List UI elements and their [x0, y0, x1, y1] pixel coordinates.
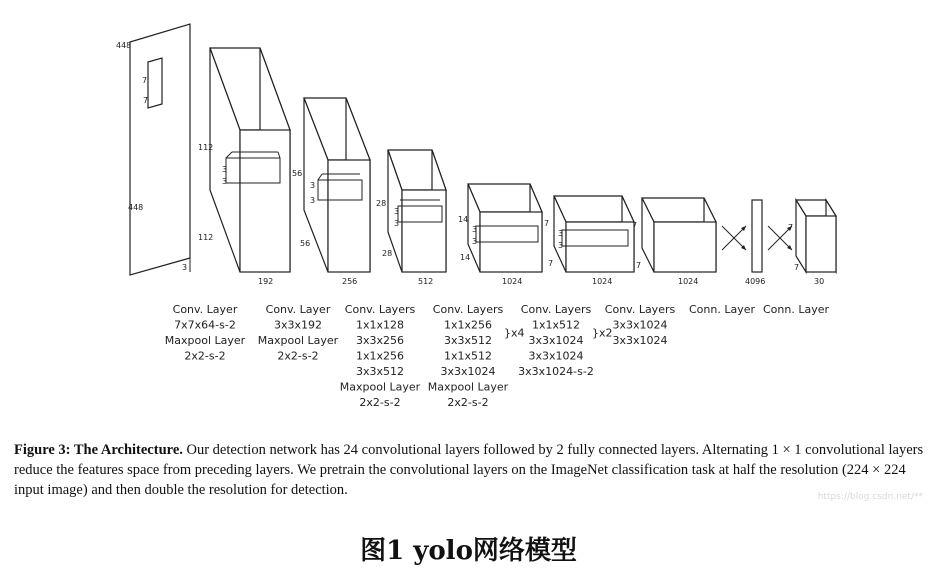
- out-dim-w-label: 7: [794, 263, 800, 272]
- layer-group-2-line-2: 3x3x192: [273, 318, 323, 332]
- layer-group-4-line-6: Maxpool Layer: [427, 380, 509, 394]
- b1-kernel-b-label: 3: [222, 177, 228, 186]
- layer-group-3: [340, 303, 421, 409]
- b4-depth-label: 1024: [502, 277, 523, 286]
- layer-group-8-line-1: Conn. Layer: [762, 303, 830, 316]
- layer-group-5-line-4: 3x3x1024: [528, 349, 584, 363]
- b4-kernel-a-label: 3: [472, 225, 478, 234]
- caption-text: Our detection network has 24 convolutional layers followed by 2 fully connected layers. Alternating 1 × 1 convolutional layers reduce the features space from preceding layers. We pretrain the convolutional layers on the ImageNet classification task at half the resolution (224 × 224 input image) and then double the resolution for detection.: [14, 442, 924, 498]
- b2-dim-h-label: 56: [292, 169, 303, 178]
- conv-block-5: [544, 196, 634, 286]
- b1-dim-w-label: 112: [198, 233, 214, 242]
- input-height-label: 448: [116, 41, 132, 50]
- b6-dim-w-label: 7: [636, 261, 642, 270]
- b6-dim-h-label: 7: [632, 221, 638, 230]
- layer-group-2-line-4: 2x2-s-2: [277, 349, 319, 363]
- layer-group-8: [763, 303, 829, 316]
- layer-group-3-line-5: 3x3x512: [355, 365, 405, 378]
- out-dim-h-label: 7: [788, 223, 794, 232]
- layer-group-3-line-2: 1x1x128: [355, 318, 405, 332]
- layer-group-7: [689, 303, 755, 316]
- layer-group-1: [165, 303, 246, 363]
- layer-group-4-line-3: 3x3x512: [443, 334, 493, 347]
- layer-group-6-line-3: 3x3x1024: [612, 334, 668, 347]
- input-kernel-h-label: 7: [142, 76, 148, 85]
- b3-kernel-a-label: 3: [394, 207, 400, 216]
- b4-kernel-b-label: 3: [472, 237, 478, 246]
- layer-group-1-line-4: 2x2-s-2: [184, 349, 226, 363]
- layer-group-3-line-3: 3x3x256: [355, 334, 405, 347]
- layer-group-7-line-1: Conn. Layer: [688, 303, 756, 316]
- input-depth-label: 3: [182, 263, 188, 272]
- b2-dim-w-label: 56: [300, 239, 311, 248]
- layer-group-4-line-2: 1x1x256: [443, 318, 493, 332]
- caption-label: Figure 3: The Architecture.: [14, 442, 183, 458]
- layer-group-6-line-1: Conv. Layers: [604, 303, 676, 316]
- layer-group-3-line-4: 1x1x256: [355, 349, 405, 363]
- conv-block-2: [292, 98, 370, 286]
- b2-kernel-a-label: 3: [310, 181, 316, 190]
- layer-group-4: [428, 303, 525, 409]
- conv-block-6: [632, 198, 716, 286]
- layer-group-5-repeat: }x2: [592, 326, 613, 340]
- layer-group-5-line-3: 3x3x1024: [528, 334, 584, 347]
- b1-depth-label: 192: [258, 277, 274, 286]
- input-kernel-w-label: 7: [143, 96, 149, 105]
- layer-group-1-line-2: 7x7x64-s-2: [174, 318, 236, 332]
- conv-block-1: [198, 48, 290, 286]
- conv-block-3: [376, 150, 446, 286]
- watermark: https://blog.csdn.net/**: [817, 492, 923, 502]
- b5-depth-label: 1024: [592, 277, 613, 286]
- layer-group-3-line-7: 2x2-s-2: [359, 396, 401, 409]
- b5-kernel-a-label: 3: [558, 229, 564, 238]
- layer-group-1-line-1: Conv. Layer: [172, 303, 238, 316]
- b2-kernel-b-label: 3: [310, 196, 316, 205]
- fc1-depth-label: 4096: [745, 277, 766, 286]
- layer-group-1-line-3: Maxpool Layer: [164, 334, 246, 347]
- b6-depth-label: 1024: [678, 277, 699, 286]
- layer-group-2-line-3: Maxpool Layer: [257, 334, 339, 347]
- b4-dim-h-label: 14: [458, 215, 469, 224]
- input-image: [116, 24, 190, 275]
- layer-group-4-line-7: 2x2-s-2: [447, 396, 489, 409]
- b4-dim-w-label: 14: [460, 253, 471, 262]
- layer-descriptions: [165, 303, 830, 409]
- layer-group-5-line-2: 1x1x512: [531, 318, 581, 332]
- layer-group-5: [518, 303, 612, 378]
- layer-group-6: [605, 303, 676, 347]
- layer-group-4-repeat: }x4: [504, 326, 525, 340]
- b1-kernel-a-label: 3: [222, 165, 228, 174]
- b3-kernel-b-label: 3: [394, 219, 400, 228]
- figure-caption: [14, 440, 926, 500]
- layer-group-4-line-1: Conv. Layers: [432, 303, 504, 316]
- layer-group-3-line-1: Conv. Layers: [344, 303, 416, 316]
- layer-group-2: [258, 303, 339, 363]
- output-tensor: [788, 200, 836, 286]
- figure-title: 图1 yolo网络模型: [360, 536, 577, 566]
- layer-group-4-line-4: 1x1x512: [443, 349, 493, 363]
- layer-group-5-line-5: 3x3x1024-s-2: [518, 365, 594, 378]
- b3-dim-h-label: 28: [376, 199, 387, 208]
- layer-group-5-line-1: Conv. Layers: [520, 303, 592, 316]
- layer-group-6-line-2: 3x3x1024: [612, 318, 668, 332]
- fc-layer-4096: [745, 200, 765, 286]
- input-width-label: 448: [128, 203, 144, 212]
- b3-depth-label: 512: [418, 277, 434, 286]
- out-depth-label: 30: [814, 277, 825, 286]
- b1-dim-h-label: 112: [198, 143, 214, 152]
- b5-dim-w-label: 7: [548, 259, 554, 268]
- layer-group-4-line-5: 3x3x1024: [440, 365, 496, 378]
- layer-group-2-line-1: Conv. Layer: [265, 303, 331, 316]
- b2-depth-label: 256: [342, 277, 358, 286]
- layer-group-3-line-6: Maxpool Layer: [339, 380, 421, 394]
- fc-connections-1: [722, 226, 746, 250]
- b5-kernel-b-label: 3: [558, 241, 564, 250]
- b3-dim-w-label: 28: [382, 249, 393, 258]
- conv-block-4: [458, 184, 542, 286]
- b5-dim-h-label: 7: [544, 219, 550, 228]
